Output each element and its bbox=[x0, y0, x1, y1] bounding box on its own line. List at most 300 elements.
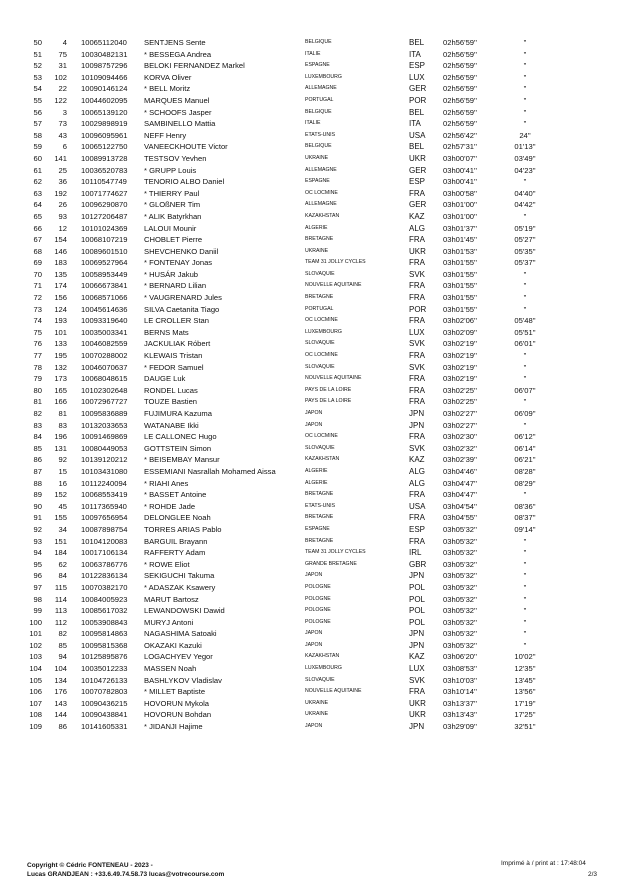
time-cell: 03h06'20'' bbox=[443, 652, 477, 662]
uci-id-cell: 10069527964 bbox=[81, 258, 128, 268]
rider-name-cell: DELONGLEE Noah bbox=[144, 513, 211, 523]
bib-cell: 152 bbox=[54, 490, 67, 500]
rank-cell: 75 bbox=[33, 327, 42, 337]
rank-cell: 109 bbox=[29, 722, 42, 732]
table-row bbox=[0, 408, 619, 420]
gap-cell: " bbox=[523, 38, 527, 47]
table-row bbox=[0, 49, 619, 61]
uci-id-cell: 10122836134 bbox=[81, 571, 128, 581]
uci-id-cell: 10125895876 bbox=[81, 652, 128, 662]
table-row bbox=[0, 686, 619, 698]
uci-id-cell: 10065139120 bbox=[81, 107, 128, 117]
nation-cell: JPN bbox=[409, 409, 425, 418]
bib-cell: 122 bbox=[54, 95, 67, 105]
gap-cell: " bbox=[523, 211, 527, 221]
time-cell: 02h56'59'' bbox=[443, 61, 477, 71]
table-row bbox=[0, 141, 619, 153]
team-cell: ESPAGNE bbox=[305, 178, 330, 185]
uci-id-cell: 10068571066 bbox=[81, 293, 128, 303]
rank-cell: 96 bbox=[33, 571, 42, 581]
time-cell: 03h02'27'' bbox=[443, 409, 477, 418]
rank-cell: 87 bbox=[33, 466, 42, 476]
bib-cell: 16 bbox=[58, 478, 67, 488]
rider-name-cell: * FONTENAY Jonas bbox=[144, 258, 213, 268]
table-row bbox=[0, 385, 619, 397]
gap-cell: " bbox=[523, 571, 527, 581]
team-cell: ALLEMAGNE bbox=[305, 85, 337, 92]
bib-cell: 165 bbox=[54, 385, 67, 395]
time-cell: 03h05'32'' bbox=[443, 606, 477, 616]
rank-cell: 51 bbox=[33, 49, 42, 59]
nation-cell: GER bbox=[409, 165, 427, 175]
bib-cell: 143 bbox=[54, 698, 67, 708]
uci-id-cell: 10139120212 bbox=[81, 455, 128, 465]
nation-cell: LUX bbox=[409, 72, 425, 82]
bib-cell: 34 bbox=[58, 524, 67, 534]
uci-id-cell: 10089913728 bbox=[81, 153, 128, 163]
time-cell: 02h56'42'' bbox=[443, 130, 477, 140]
rider-name-cell: SENTJENS Sente bbox=[144, 38, 206, 47]
nation-cell: JPN bbox=[409, 629, 425, 639]
gap-cell: 06'14'' bbox=[514, 443, 536, 453]
nation-cell: ALG bbox=[409, 223, 426, 233]
gap-cell: 06'21'' bbox=[514, 455, 536, 465]
uci-id-cell: 10046070637 bbox=[81, 362, 128, 372]
team-cell: UKRAINE bbox=[305, 154, 329, 161]
rank-cell: 108 bbox=[29, 710, 42, 720]
rank-cell: 78 bbox=[33, 362, 42, 372]
bib-cell: 176 bbox=[54, 687, 67, 697]
rider-name-cell: SILVA Caetanita Tiago bbox=[144, 304, 220, 314]
table-row bbox=[0, 443, 619, 455]
rider-name-cell: MURYJ Antoni bbox=[144, 617, 194, 627]
time-cell: 03h02'25'' bbox=[443, 385, 477, 395]
team-cell: BELGIQUE bbox=[305, 39, 332, 45]
team-cell: OC LOCMINE bbox=[305, 189, 338, 196]
nation-cell: UKR bbox=[409, 153, 426, 163]
team-cell: ALLEMAGNE bbox=[305, 201, 337, 208]
rank-cell: 52 bbox=[33, 61, 42, 71]
table-row bbox=[0, 431, 619, 443]
rider-name-cell: BARGUIL Brayann bbox=[144, 536, 208, 546]
bib-cell: 135 bbox=[54, 269, 67, 279]
team-cell: POLOGNE bbox=[305, 607, 331, 614]
table-row bbox=[0, 628, 619, 640]
rider-name-cell: LE CROLLER Stan bbox=[144, 316, 209, 326]
team-cell: JAPON bbox=[305, 630, 323, 637]
rank-cell: 56 bbox=[33, 107, 42, 117]
table-row bbox=[0, 512, 619, 524]
rank-cell: 67 bbox=[33, 235, 42, 245]
rank-cell: 66 bbox=[33, 223, 42, 233]
rider-name-cell: SAMBINELLO Mattia bbox=[144, 119, 216, 129]
team-cell: BELGIQUE bbox=[305, 108, 332, 115]
bib-cell: 195 bbox=[54, 351, 67, 361]
table-row bbox=[0, 327, 619, 339]
bib-cell: 131 bbox=[54, 443, 67, 453]
bib-cell: 115 bbox=[54, 582, 67, 592]
bib-cell: 94 bbox=[58, 652, 67, 662]
nation-cell: KAZ bbox=[409, 455, 425, 465]
team-cell: BRETAGNE bbox=[305, 537, 334, 544]
rank-cell: 95 bbox=[33, 559, 42, 569]
time-cell: 03h01'55'' bbox=[443, 281, 477, 291]
gap-cell: 10'02'' bbox=[514, 652, 536, 662]
rider-name-cell: MARQUES Manuel bbox=[144, 95, 210, 105]
rider-name-cell: LOGACHYEV Yegor bbox=[144, 652, 213, 662]
rank-cell: 57 bbox=[33, 119, 42, 129]
bib-cell: 62 bbox=[58, 559, 67, 569]
uci-id-cell: 10096290870 bbox=[81, 200, 128, 210]
gap-cell: " bbox=[523, 582, 527, 592]
time-cell: 02h56'59'' bbox=[443, 38, 477, 47]
time-cell: 03h05'32'' bbox=[443, 629, 477, 639]
team-cell: ITALIE bbox=[305, 50, 321, 57]
bib-cell: 184 bbox=[54, 548, 67, 558]
gap-cell: 06'09'' bbox=[514, 409, 536, 418]
gap-cell: 24'' bbox=[519, 130, 531, 140]
gap-cell: 05'27'' bbox=[514, 235, 536, 245]
team-cell: POLOGNE bbox=[305, 595, 331, 602]
table-row bbox=[0, 350, 619, 362]
time-cell: 03h00'41'' bbox=[443, 165, 477, 175]
nation-cell: FRA bbox=[409, 188, 425, 198]
nation-cell: IRL bbox=[409, 548, 422, 558]
gap-cell: " bbox=[523, 629, 527, 639]
team-cell: JAPON bbox=[305, 641, 323, 648]
uci-id-cell: 10117365940 bbox=[81, 501, 127, 511]
bib-cell: 15 bbox=[58, 466, 67, 476]
uci-id-cell: 10070288002 bbox=[81, 351, 128, 361]
time-cell: 03h00'07'' bbox=[443, 153, 477, 163]
rank-cell: 74 bbox=[33, 316, 42, 326]
bib-cell: 144 bbox=[54, 710, 67, 720]
rank-cell: 72 bbox=[33, 293, 42, 303]
table-row bbox=[0, 130, 619, 142]
bib-cell: 155 bbox=[54, 513, 67, 523]
rider-name-cell: JACKULIAK Róbert bbox=[144, 339, 211, 349]
time-cell: 03h02'27'' bbox=[443, 420, 477, 430]
team-cell: GRANDE BRETAGNE bbox=[305, 560, 357, 567]
gap-cell: 06'07'' bbox=[514, 385, 536, 395]
rider-name-cell: * ROHDE Jade bbox=[144, 501, 196, 511]
nation-cell: GBR bbox=[409, 559, 427, 569]
rank-cell: 73 bbox=[33, 304, 42, 314]
gap-cell: " bbox=[523, 374, 527, 384]
rank-cell: 50 bbox=[33, 38, 42, 47]
team-cell: KAZAKHSTAN bbox=[305, 456, 340, 463]
bib-cell: 166 bbox=[54, 397, 67, 407]
team-cell: LUXEMBOURG bbox=[305, 665, 342, 672]
nation-cell: FRA bbox=[409, 432, 425, 442]
rank-cell: 54 bbox=[33, 84, 42, 94]
rank-cell: 79 bbox=[33, 374, 42, 384]
team-cell: PAYS DE LA LOIRE bbox=[305, 398, 352, 405]
rider-name-cell: BELOKI FERNANDEZ Markel bbox=[144, 61, 245, 71]
table-row bbox=[0, 153, 619, 165]
gap-cell: " bbox=[523, 107, 527, 117]
rank-cell: 107 bbox=[29, 698, 42, 708]
page-number: 2/3 bbox=[588, 871, 598, 878]
bib-cell: 192 bbox=[54, 188, 67, 198]
uci-id-cell: 10035003341 bbox=[81, 327, 128, 337]
rider-name-cell: * BERNARD Lilian bbox=[144, 281, 207, 291]
team-cell: BRETAGNE bbox=[305, 491, 334, 498]
gap-cell: " bbox=[523, 72, 527, 82]
gap-cell: " bbox=[523, 640, 527, 650]
rider-name-cell: MASSEN Noah bbox=[144, 664, 197, 674]
nation-cell: FRA bbox=[409, 351, 425, 361]
gap-cell: 05'37'' bbox=[514, 258, 536, 268]
bib-cell: 75 bbox=[58, 49, 67, 59]
uci-id-cell: 10089601510 bbox=[81, 246, 128, 256]
time-cell: 03h02'30'' bbox=[443, 432, 477, 442]
gap-cell: 17'25'' bbox=[514, 710, 536, 720]
nation-cell: SVK bbox=[409, 675, 426, 685]
table-row bbox=[0, 292, 619, 304]
uci-id-cell: 10036520783 bbox=[81, 165, 128, 175]
time-cell: 03h01'55'' bbox=[443, 304, 477, 314]
rider-name-cell: * JIDANJI Hajime bbox=[144, 722, 203, 732]
time-cell: 03h02'19'' bbox=[443, 339, 477, 349]
nation-cell: FRA bbox=[409, 258, 425, 268]
rider-name-cell: CHOBLET Pierre bbox=[144, 235, 203, 245]
time-cell: 02h57'31'' bbox=[443, 142, 477, 152]
nation-cell: POR bbox=[409, 95, 427, 105]
bib-cell: 84 bbox=[58, 571, 67, 581]
time-cell: 03h01'00'' bbox=[443, 200, 477, 210]
bib-cell: 31 bbox=[58, 61, 67, 71]
team-cell: NOUVELLE AQUITAINE bbox=[305, 375, 362, 382]
gap-cell: " bbox=[523, 351, 527, 361]
time-cell: 03h04'47'' bbox=[443, 490, 477, 500]
gap-cell: 04'42'' bbox=[514, 200, 536, 210]
nation-cell: LUX bbox=[409, 327, 425, 337]
rank-cell: 80 bbox=[33, 385, 42, 395]
team-cell: TEAM 31 JOLLY CYCLES bbox=[305, 259, 366, 266]
nation-cell: KAZ bbox=[409, 652, 425, 662]
table-row bbox=[0, 269, 619, 281]
team-cell: ALGERIE bbox=[305, 224, 328, 231]
table-row bbox=[0, 257, 619, 269]
bib-cell: 134 bbox=[54, 675, 67, 685]
uci-id-cell: 10044602095 bbox=[81, 95, 128, 105]
nation-cell: ALG bbox=[409, 466, 426, 476]
time-cell: 03h04'54'' bbox=[443, 501, 477, 511]
team-cell: NOUVELLE AQUITAINE bbox=[305, 688, 362, 695]
gap-cell: 13'45'' bbox=[514, 675, 536, 685]
uci-id-cell: 10093319640 bbox=[81, 316, 128, 326]
table-row bbox=[0, 663, 619, 675]
rank-cell: 103 bbox=[29, 652, 42, 662]
team-cell: ALGERIE bbox=[305, 467, 328, 474]
nation-cell: BEL bbox=[409, 107, 425, 117]
uci-id-cell: 10070382170 bbox=[81, 582, 128, 592]
team-cell: PAYS DE LA LOIRE bbox=[305, 386, 352, 393]
uci-id-cell: 10035012233 bbox=[81, 664, 128, 674]
time-cell: 03h05'32'' bbox=[443, 524, 477, 534]
gap-cell: " bbox=[523, 559, 527, 569]
uci-id-cell: 10110547749 bbox=[81, 177, 127, 187]
nation-cell: SVK bbox=[409, 339, 426, 349]
bib-cell: 173 bbox=[54, 374, 67, 384]
rank-cell: 76 bbox=[33, 339, 42, 349]
bib-cell: 141 bbox=[54, 153, 67, 163]
time-cell: 03h02'32'' bbox=[443, 443, 477, 453]
rank-cell: 81 bbox=[33, 397, 42, 407]
bib-cell: 73 bbox=[58, 119, 67, 129]
team-cell: ALLEMAGNE bbox=[305, 166, 337, 173]
time-cell: 03h05'32'' bbox=[443, 582, 477, 592]
rank-cell: 55 bbox=[33, 95, 42, 105]
uci-id-cell: 10017106134 bbox=[81, 548, 128, 558]
rank-cell: 58 bbox=[33, 130, 42, 140]
table-row bbox=[0, 721, 619, 733]
rider-name-cell: LE CALLONEC Hugo bbox=[144, 432, 217, 442]
nation-cell: FRA bbox=[409, 316, 425, 326]
rank-cell: 82 bbox=[33, 409, 42, 418]
bib-cell: 102 bbox=[54, 72, 67, 82]
nation-cell: POL bbox=[409, 582, 426, 592]
rider-name-cell: FUJIMURA Kazuma bbox=[144, 409, 212, 418]
bib-cell: 132 bbox=[54, 362, 67, 372]
uci-id-cell: 10095815368 bbox=[81, 640, 128, 650]
table-row bbox=[0, 547, 619, 559]
rider-name-cell: KLEWAIS Tristan bbox=[144, 351, 203, 361]
time-cell: 02h56'59'' bbox=[443, 107, 477, 117]
rank-cell: 93 bbox=[33, 536, 42, 546]
uci-id-cell: 10090146124 bbox=[81, 84, 128, 94]
rank-cell: 65 bbox=[33, 211, 42, 221]
uci-id-cell: 10090436215 bbox=[81, 698, 128, 708]
table-row bbox=[0, 594, 619, 606]
rank-cell: 99 bbox=[33, 606, 42, 616]
rank-cell: 92 bbox=[33, 524, 42, 534]
bib-cell: 6 bbox=[62, 142, 67, 152]
gap-cell: " bbox=[523, 490, 527, 500]
time-cell: 03h02'25'' bbox=[443, 397, 477, 407]
table-row bbox=[0, 570, 619, 582]
time-cell: 03h00'41'' bbox=[443, 177, 477, 187]
bib-cell: 3 bbox=[62, 107, 67, 117]
uci-id-cell: 10030482131 bbox=[81, 49, 128, 59]
time-cell: 02h56'59'' bbox=[443, 119, 477, 129]
team-cell: ESPAGNE bbox=[305, 525, 330, 532]
gap-cell: " bbox=[523, 617, 527, 627]
nation-cell: KAZ bbox=[409, 211, 425, 221]
time-cell: 03h01'53'' bbox=[443, 246, 477, 256]
rider-name-cell: * BASSET Antoine bbox=[144, 490, 207, 500]
uci-id-cell: 10084005923 bbox=[81, 594, 128, 604]
table-row bbox=[0, 617, 619, 629]
rider-name-cell: * MILLET Baptiste bbox=[144, 687, 206, 697]
gap-cell: 03'49'' bbox=[514, 153, 536, 163]
uci-id-cell: 10068553419 bbox=[81, 490, 128, 500]
nation-cell: ESP bbox=[409, 524, 426, 534]
bib-cell: 22 bbox=[58, 84, 67, 94]
team-cell: BELGIQUE bbox=[305, 143, 332, 150]
rider-name-cell: MARUT Bartosz bbox=[144, 594, 199, 604]
team-cell: ALGERIE bbox=[305, 479, 328, 486]
gap-cell: 08'29'' bbox=[514, 478, 536, 488]
uci-id-cell: 10029898919 bbox=[81, 119, 128, 129]
uci-id-cell: 10046082559 bbox=[81, 339, 128, 349]
nation-cell: ESP bbox=[409, 177, 426, 187]
uci-id-cell: 10053908843 bbox=[81, 617, 128, 627]
rank-cell: 86 bbox=[33, 455, 42, 465]
rider-name-cell: * BEISEMBAY Mansur bbox=[144, 455, 220, 465]
rider-name-cell: NAGASHIMA Satoaki bbox=[144, 629, 217, 639]
gap-cell: 05'51'' bbox=[514, 327, 536, 337]
uci-id-cell: 10090438841 bbox=[81, 710, 128, 720]
rider-name-cell: * BELL Moritz bbox=[144, 84, 191, 94]
rider-name-cell: ESSEMIANI Nasrallah Mohamed Aissa bbox=[144, 466, 276, 476]
rider-name-cell: WATANABE Ikki bbox=[144, 420, 199, 430]
time-cell: 03h04'46'' bbox=[443, 466, 477, 476]
time-cell: 03h05'32'' bbox=[443, 594, 477, 604]
time-cell: 03h02'19'' bbox=[443, 374, 477, 384]
gap-cell: " bbox=[523, 606, 527, 616]
uci-id-cell: 10103431080 bbox=[81, 466, 128, 476]
team-cell: JAPON bbox=[305, 572, 323, 579]
gap-cell: 08'36'' bbox=[514, 501, 536, 511]
gap-cell: " bbox=[523, 95, 527, 105]
uci-id-cell: 10072967727 bbox=[81, 397, 128, 407]
team-cell: ETATS-UNIS bbox=[305, 131, 336, 138]
table-row bbox=[0, 524, 619, 536]
rider-name-cell: LEWANDOWSKI Dawid bbox=[144, 606, 225, 616]
gap-cell: 13'56'' bbox=[514, 687, 536, 697]
rank-cell: 64 bbox=[33, 200, 42, 210]
rank-cell: 84 bbox=[33, 432, 42, 442]
rider-name-cell: BASHLYKOV Vladislav bbox=[144, 675, 222, 685]
gap-cell: 08'28'' bbox=[514, 466, 536, 476]
time-cell: 03h01'37'' bbox=[443, 223, 477, 233]
bib-cell: 85 bbox=[58, 640, 67, 650]
rank-cell: 61 bbox=[33, 165, 42, 175]
rank-cell: 106 bbox=[29, 687, 42, 697]
uci-id-cell: 10095836889 bbox=[81, 409, 128, 418]
nation-cell: GER bbox=[409, 84, 427, 94]
nation-cell: POL bbox=[409, 594, 426, 604]
nation-cell: UKR bbox=[409, 698, 426, 708]
rider-name-cell: * ALIK Batyrkhan bbox=[144, 211, 202, 221]
rank-cell: 70 bbox=[33, 269, 42, 279]
rider-name-cell: TOUZE Bastien bbox=[144, 397, 198, 407]
gap-cell: " bbox=[523, 293, 527, 303]
nation-cell: SVK bbox=[409, 269, 426, 279]
time-cell: 02h56'59'' bbox=[443, 95, 477, 105]
team-cell: BRETAGNE bbox=[305, 236, 334, 243]
gap-cell: " bbox=[523, 548, 527, 558]
table-row bbox=[0, 315, 619, 327]
uci-id-cell: 10102302648 bbox=[81, 385, 128, 395]
table-row bbox=[0, 396, 619, 408]
rank-cell: 53 bbox=[33, 72, 42, 82]
uci-id-cell: 10065122750 bbox=[81, 142, 128, 152]
nation-cell: JPN bbox=[409, 420, 425, 430]
bib-cell: 193 bbox=[54, 316, 67, 326]
team-cell: SLOVAQUIE bbox=[305, 270, 335, 277]
team-cell: POLOGNE bbox=[305, 583, 331, 590]
table-row bbox=[0, 280, 619, 292]
gap-cell: 12'35'' bbox=[514, 664, 536, 674]
team-cell: ETATS-UNIS bbox=[305, 502, 336, 509]
page-footer bbox=[0, 860, 619, 891]
uci-id-cell: 10127206487 bbox=[81, 211, 128, 221]
gap-cell: " bbox=[523, 119, 527, 129]
team-cell: KAZAKHSTAN bbox=[305, 653, 340, 660]
